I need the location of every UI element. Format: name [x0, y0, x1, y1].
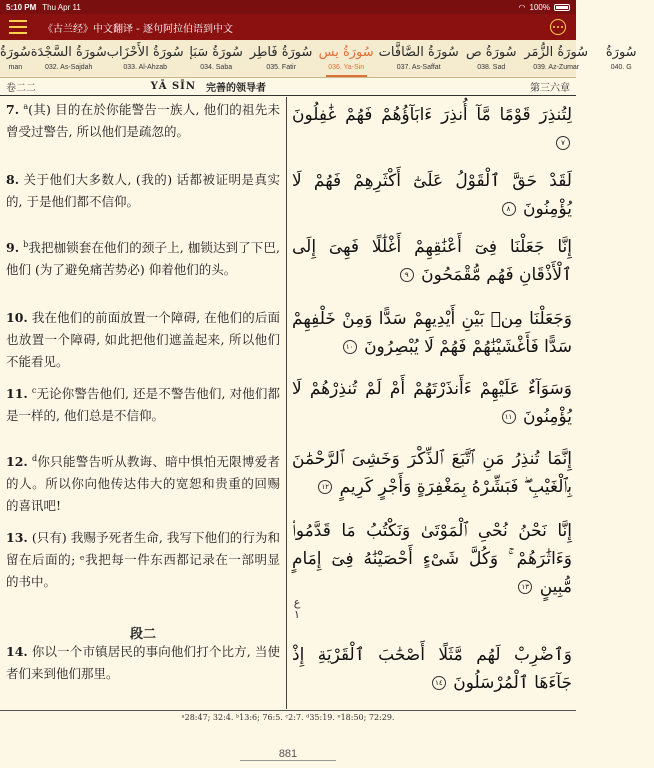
verse-end-marker: ١١ — [502, 410, 516, 424]
verse-end-marker: ١٣ — [518, 580, 532, 594]
footnotes: ᵃ28:47; 32:4. ᵇ13:6; 76:5. ᶜ2:7. ᵈ35:19. ᵉ18:50; 72:29. — [0, 710, 576, 722]
verse-end-marker: ٨ — [502, 202, 516, 216]
verse-end-marker: ١٢ — [318, 480, 332, 494]
arabic-text: لَقَدْ حَقَّ ٱلْقَوْلُ عَلَىٰٓ أَكْثَرِهِمْ فَهُمْ لَا يُؤْمِنُونَ — [292, 171, 572, 219]
footnote-marker: a — [23, 101, 29, 111]
page-header — [0, 78, 576, 96]
tab-label: 034. Saba — [200, 64, 233, 71]
verse-arabic-11[interactable] — [292, 375, 572, 431]
verse-arabic-9[interactable] — [292, 233, 572, 289]
tab-arabic: سُورَةُ الزُّمَر — [524, 45, 589, 60]
verse-translation-14[interactable] — [6, 641, 280, 685]
tab-surah-031[interactable] — [0, 40, 31, 77]
tab-surah-033[interactable] — [107, 40, 184, 77]
tab-arabic: سُورَةُ يس — [318, 45, 374, 60]
status-time: 5:10 PM — [6, 2, 37, 12]
tab-label: 040. G — [610, 64, 632, 71]
surah-subtitle: 完善的领导者 — [206, 83, 266, 94]
verse-text: (其) 目的在於你能警告一族人, 他们的祖先未曾受过警告, 所以他们是疏忽的。 — [6, 102, 280, 139]
tab-arabic: سُورَةُ السَّجْدَة — [30, 45, 107, 60]
app-title: 《古兰经》中文翻译 - 逐句阿拉伯语到中文 — [43, 23, 233, 35]
tab-surah-037[interactable] — [379, 40, 459, 77]
verse-translation-12[interactable] — [6, 451, 280, 517]
status-right — [519, 3, 570, 12]
footnote-marker: d — [32, 453, 38, 463]
verse-translation-7[interactable] — [6, 99, 280, 143]
tab-arabic: سُورَةُ الأَحْزَاب — [106, 45, 184, 60]
tab-arabic: سُورَةُ سَبَإ — [189, 45, 243, 60]
verse-end-marker: ١٤ — [432, 676, 446, 690]
verse-text: (只有) 我赐予死者生命, 我写下他们的行为和留在后面的; ᵉ我把每一件东西都记录在一部明显的书中。 — [6, 530, 280, 589]
verse-number: 8. — [6, 172, 20, 187]
arabic-text: لِتُنذِرَ قَوْمًا مَّآ أُنذِرَ ءَابَآؤُهُمْ فَهُمْ غَٰفِلُونَ — [292, 105, 572, 125]
verse-number: 9. — [6, 240, 20, 255]
tab-surah-036[interactable] — [314, 40, 379, 77]
arabic-text: وَٱضْرِبْ لَهُم مَّثَلًا أَصْحَٰبَ ٱلْقَرْيَةِ إِذْ جَآءَهَا ٱلْمُرْسَلُونَ — [292, 645, 572, 693]
verse-arabic-7[interactable] — [292, 101, 572, 157]
verse-arabic-8[interactable] — [292, 167, 572, 223]
tab-arabic: سُورَةُ فَاطِر — [249, 45, 313, 60]
footnote-marker: b — [23, 239, 29, 249]
tab-label: 037. As-Saffat — [396, 64, 441, 71]
chapter-label: 第三六章 — [530, 83, 570, 94]
verse-text: 我在他们的前面放置一个障碍, 在他们的后面也放置一个障碍, 如此把他们遮盖起来, 所以他们不能看见。 — [6, 310, 280, 369]
arabic-text: إِنَّا نَحْنُ نُحْىِ ٱلْمَوْتَىٰ وَنَكْتُبُ مَا قَدَّمُوا۟ وَءَاثَٰرَهُمْ ۚ وَكُلَّ شَىْءٍ أَحْصَيْنَٰهُ فِىٓ إِمَامٍ مُّبِينٍ — [292, 521, 572, 597]
arabic-text: وَجَعَلْنَا مِنۢ بَيْنِ أَيْدِيهِمْ سَدًّا وَمِنْ خَلْفِهِمْ سَدًّا فَأَغْشَيْنَٰهُمْ فَهُمْ لَا يُبْصِرُونَ — [292, 309, 572, 357]
tab-surah-040[interactable] — [589, 40, 654, 77]
battery-fill — [556, 6, 568, 9]
verse-text: 你只能警告听从教诲、暗中惧怕无限博爱者的人。所以你向他传达伟大的宽恕和贵重的回赐的喜讯吧! — [6, 454, 280, 513]
verse-arabic-14[interactable] — [292, 641, 572, 697]
tab-surah-034[interactable] — [184, 40, 249, 77]
nav-bar — [0, 14, 576, 40]
verse-end-marker: ٩ — [400, 268, 414, 282]
status-date: Thu Apr 11 — [42, 2, 81, 12]
tab-label: 039. Az-Zumar — [533, 64, 580, 71]
tab-surah-035[interactable] — [249, 40, 314, 77]
tab-label: 033. Al-Ahzab — [123, 64, 167, 71]
tab-surah-032[interactable] — [31, 40, 107, 77]
verse-end-marker: ٧ — [556, 136, 570, 150]
tab-arabic: سُورَةُ — [605, 45, 637, 60]
verse-translation-11[interactable] — [6, 383, 280, 427]
tab-arabic: سُورَةُ ص — [465, 45, 517, 60]
verse-translation-10[interactable] — [6, 307, 280, 373]
verse-text: 关于他们大多数人, (我的) 话都被证明是真实的, 于是他们都不信仰。 — [6, 172, 280, 209]
ruku-mark: ع ١ — [293, 596, 301, 621]
tab-label: 035. Fatir — [266, 64, 296, 71]
tab-surah-039[interactable] — [524, 40, 589, 77]
tab-label: 038. Sad — [477, 64, 506, 71]
tab-arabic: سُورَةُ الصَّافَّات — [378, 45, 459, 60]
tab-label: 036. Ya-Sin — [328, 64, 365, 71]
arabic-text: إِنَّمَا تُنذِرُ مَنِ ٱتَّبَعَ ٱلذِّكْرَ وَخَشِىَ ٱلرَّحْمَٰنَ بِٱلْغَيْبِ ۖ فَبَشِّرْهُ بِمَغْفِرَةٍ وَأَجْرٍ كَرِيمٍ — [292, 449, 572, 497]
status-bar — [0, 0, 576, 14]
verse-number: 12. — [6, 454, 28, 469]
quran-page[interactable] — [0, 97, 576, 709]
hamburger-icon[interactable] — [9, 20, 27, 34]
verse-end-marker: ١٠ — [343, 340, 357, 354]
verse-translation-8[interactable] — [6, 169, 280, 213]
tab-surah-038[interactable] — [459, 40, 524, 77]
verse-arabic-10[interactable] — [292, 305, 572, 361]
tab-arabic: سُورَةُ — [0, 45, 31, 60]
juz-label: 卷二二 — [6, 83, 36, 94]
verse-arabic-12[interactable] — [292, 445, 572, 501]
verse-text: 你以一个市镇居民的事向他们打个比方, 当使者们来到他们那里。 — [6, 644, 280, 681]
battery-percent: 100% — [529, 2, 550, 12]
verse-translation-9[interactable] — [6, 237, 280, 281]
verse-arabic-13[interactable] — [292, 517, 572, 601]
verse-number: 11. — [6, 386, 28, 401]
arabic-text: إِنَّا جَعَلْنَا فِىٓ أَعْنَٰقِهِمْ أَغْلَٰلًا فَهِىَ إِلَى ٱلْأَذْقَانِ فَهُم مُّقْمَحُونَ — [292, 237, 572, 285]
surah-name: YĀ SĪN — [150, 81, 196, 92]
verse-number: 13. — [6, 530, 28, 545]
more-icon[interactable] — [550, 19, 566, 35]
section-title: 段二 — [129, 627, 156, 642]
arabic-text: وَسَوَآءٌ عَلَيْهِمْ ءَأَنذَرْتَهُمْ أَمْ لَمْ تُنذِرْهُمْ لَا يُؤْمِنُونَ — [292, 379, 572, 427]
battery-icon — [554, 4, 570, 11]
verse-number: 7. — [6, 102, 20, 117]
column-divider — [286, 97, 287, 709]
page-number: 881 — [0, 748, 576, 760]
verse-text: 无论你警告他们, 还是不警告他们, 对他们都是一样的, 他们总是不信仰。 — [6, 386, 280, 423]
verse-text: 我把枷锁套在他们的颈子上, 枷锁达到了下巴, 他们 (为了避免痛苦势必) 仰着他们的头。 — [6, 240, 280, 277]
verse-number: 10. — [6, 310, 28, 325]
verse-number: 14. — [6, 644, 28, 659]
tab-label: 032. As-Sajdah — [44, 64, 93, 71]
surah-tabs — [0, 40, 637, 78]
footnote-marker: c — [31, 385, 37, 395]
wifi-icon: ◠ — [518, 2, 526, 12]
tab-label: man — [8, 64, 23, 71]
verse-translation-13[interactable] — [6, 527, 280, 593]
